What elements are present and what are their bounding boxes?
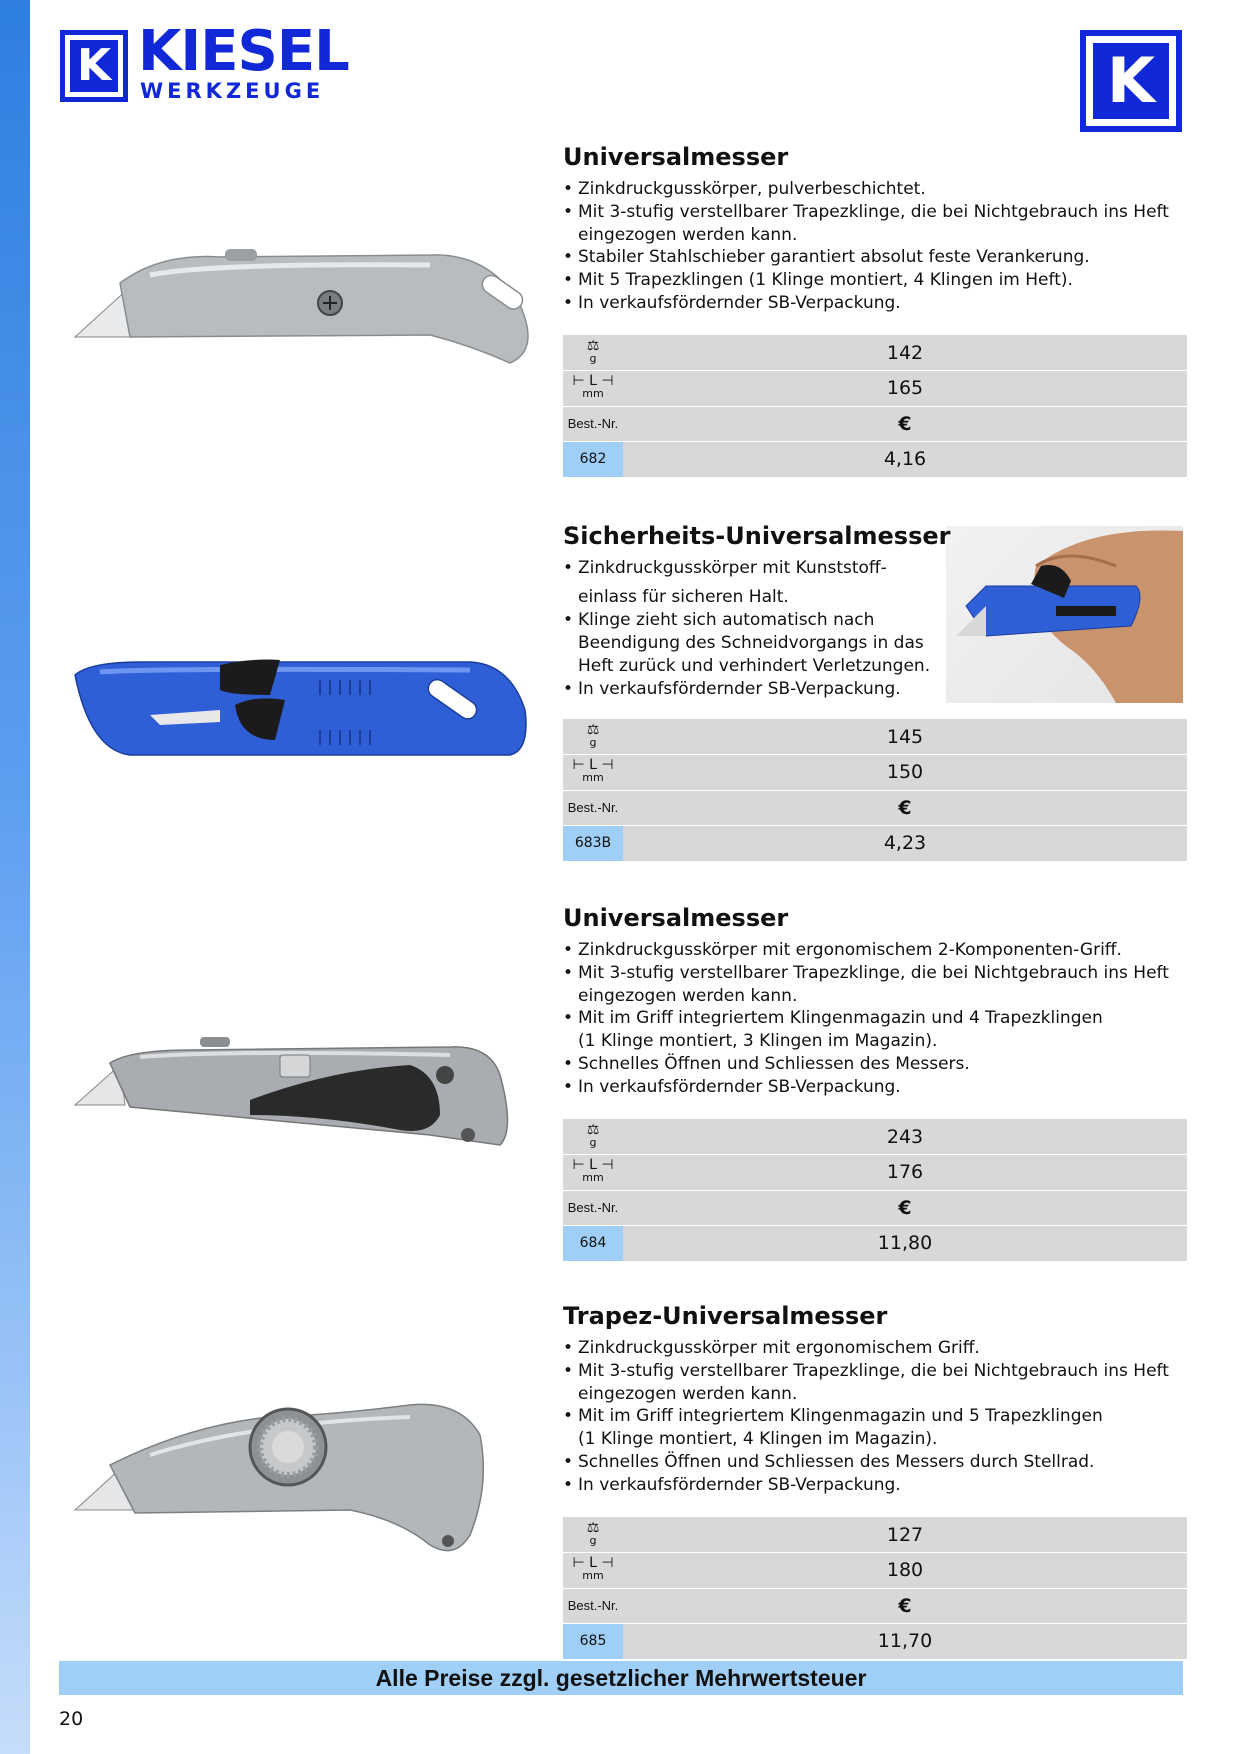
feature-item: • In verkaufsfördernder SB-Verpackung.	[563, 1076, 1169, 1099]
knife-2k-image	[70, 1010, 530, 1190]
feature-item: einlass für sicheren Halt.	[578, 587, 789, 607]
spec-table	[563, 335, 1187, 478]
length-row	[563, 755, 1187, 791]
weight-row	[563, 1119, 1187, 1155]
feature-item: • Mit 3-stufig verstellbarer Trapezklinge, die bei Nichtgebrauch ins Heft	[563, 962, 1169, 985]
feature-item: • Zinkdruckgusskörper mit ergonomischem Griff.	[563, 1337, 1169, 1360]
feature-item: • Zinkdruckgusskörper mit ergonomischem 2-Komponenten-Griff.	[563, 939, 1169, 962]
feature-item: (1 Klinge montiert, 4 Klingen im Magazin).	[578, 1429, 938, 1450]
weight-icon: ⚖ g	[563, 719, 623, 755]
order-row	[563, 826, 1187, 862]
length-value: 150	[623, 755, 1187, 791]
currency-label: €	[623, 406, 1187, 442]
feature-item: • Mit im Griff integriertem Klingenmagazin und 5 Trapezklingen	[563, 1405, 1169, 1428]
currency-label: €	[623, 1588, 1187, 1624]
weight-row	[563, 335, 1187, 371]
knife-image	[70, 235, 530, 415]
spec-table	[563, 719, 1187, 862]
feature-item: • Schnelles Öffnen und Schliessen des Messers.	[563, 1053, 1169, 1076]
length-row	[563, 1553, 1187, 1589]
weight-value: 145	[623, 719, 1187, 755]
order-header-row	[563, 406, 1187, 442]
feature-item: • Zinkdruckgusskörper mit Kunststoff-	[563, 557, 930, 580]
feature-list	[563, 1337, 1169, 1497]
price-value: 4,23	[623, 826, 1187, 862]
feature-item: eingezogen werden kann.	[578, 985, 798, 1006]
feature-item: • Zinkdruckgusskörper, pulverbeschichtet.	[563, 178, 1169, 201]
product-title: Sicherheits-Universalmesser	[563, 522, 951, 550]
length-value: 165	[623, 371, 1187, 407]
weight-value: 127	[623, 1517, 1187, 1553]
length-icon: ⊢ L ⊣ mm	[563, 371, 623, 407]
feature-item: • Mit im Griff integriertem Klingenmagazin und 4 Trapezklingen	[563, 1007, 1169, 1030]
order-header-row	[563, 790, 1187, 826]
spec-table	[563, 1119, 1187, 1262]
logo-k-letter: K	[70, 40, 118, 92]
feature-item: Heft zurück und verhindert Verletzungen.	[578, 656, 931, 676]
weight-icon: ⚖ g	[563, 335, 623, 371]
brand-mark-letter: K	[1093, 43, 1169, 119]
brand-name: KIESEL	[138, 19, 349, 84]
feature-item: • Mit 3-stufig verstellbarer Trapezklinge, die bei Nichtgebrauch ins Heft	[563, 1360, 1169, 1383]
weight-value: 142	[623, 335, 1187, 371]
length-value: 176	[623, 1155, 1187, 1191]
weight-row	[563, 719, 1187, 755]
currency-label: €	[623, 1190, 1187, 1226]
brand-sub: WERKZEUGE	[140, 79, 325, 103]
order-row	[563, 1624, 1187, 1660]
feature-list	[563, 178, 1169, 315]
feature-item: • Mit 5 Trapezklingen (1 Klinge montiert, 4 Klingen im Heft).	[563, 269, 1169, 292]
feature-item: (1 Klinge montiert, 3 Klingen im Magazin).	[578, 1031, 938, 1052]
page-number: 20	[59, 1708, 84, 1730]
order-number: 682	[563, 442, 623, 478]
order-number: 683B	[563, 826, 623, 862]
feature-list	[563, 939, 1169, 1099]
price-value: 11,80	[623, 1226, 1187, 1262]
feature-item: • In verkaufsfördernder SB-Verpackung.	[563, 292, 1169, 315]
feature-item: • Schnelles Öffnen und Schliessen des Messers durch Stellrad.	[563, 1451, 1169, 1474]
product-title: Universalmesser	[563, 143, 789, 171]
hand-holding-knife-image	[946, 526, 1183, 703]
length-icon: ⊢ L ⊣ mm	[563, 1155, 623, 1191]
feature-item: • In verkaufsfördernder SB-Verpackung.	[563, 1474, 1169, 1497]
length-value: 180	[623, 1553, 1187, 1589]
price-value: 4,16	[623, 442, 1187, 478]
weight-icon: ⚖ g	[563, 1517, 623, 1553]
feature-item: • Klinge zieht sich automatisch nach	[563, 609, 930, 632]
safety-knife-image	[70, 625, 530, 805]
length-icon: ⊢ L ⊣ mm	[563, 1553, 623, 1589]
weight-value: 243	[623, 1119, 1187, 1155]
currency-label: €	[623, 790, 1187, 826]
brand-logo	[60, 19, 360, 103]
order-number: 684	[563, 1226, 623, 1262]
order-number: 685	[563, 1624, 623, 1660]
length-row	[563, 371, 1187, 407]
left-accent-bar	[0, 0, 30, 1754]
order-row	[563, 442, 1187, 478]
order-header-row	[563, 1588, 1187, 1624]
order-label: Best.-Nr.	[563, 1190, 623, 1226]
trapez-knife-image	[70, 1395, 530, 1575]
order-label: Best.-Nr.	[563, 790, 623, 826]
logo-k-box	[60, 30, 128, 102]
feature-item: eingezogen werden kann.	[578, 1383, 798, 1404]
price-value: 11,70	[623, 1624, 1187, 1660]
feature-list	[563, 557, 930, 701]
weight-row	[563, 1517, 1187, 1553]
product-title: Universalmesser	[563, 904, 789, 932]
order-label: Best.-Nr.	[563, 1588, 623, 1624]
order-label: Best.-Nr.	[563, 406, 623, 442]
spec-table	[563, 1517, 1187, 1660]
length-row	[563, 1155, 1187, 1191]
feature-item: Beendigung des Schneidvorgangs in das	[578, 633, 924, 653]
weight-icon: ⚖ g	[563, 1119, 623, 1155]
order-row	[563, 1226, 1187, 1262]
order-header-row	[563, 1190, 1187, 1226]
product-title: Trapez-Universalmesser	[563, 1302, 888, 1330]
price-note-bar: Alle Preise zzgl. gesetzlicher Mehrwertsteuer	[59, 1661, 1183, 1695]
feature-item: eingezogen werden kann.	[578, 224, 798, 245]
length-icon: ⊢ L ⊣ mm	[563, 755, 623, 791]
feature-item: • Stabiler Stahlschieber garantiert absolut feste Verankerung.	[563, 246, 1169, 269]
feature-item: • Mit 3-stufig verstellbarer Trapezklinge, die bei Nichtgebrauch ins Heft	[563, 201, 1169, 224]
brand-mark	[1080, 30, 1182, 132]
feature-item: • In verkaufsfördernder SB-Verpackung.	[563, 678, 930, 701]
usage-photo	[946, 526, 1183, 703]
